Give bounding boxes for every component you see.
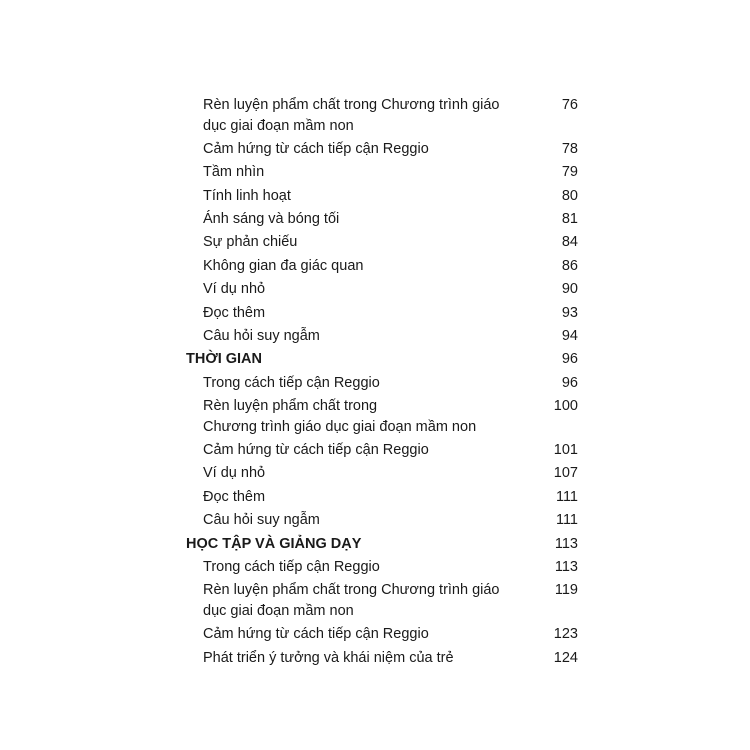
- toc-entry-title: Rèn luyện phẩm chất trong Chương trình giáo dục giai đoạn mầm non: [203, 97, 500, 134]
- toc-entry-title: Không gian đa giác quan: [203, 257, 364, 274]
- toc-entry-title: Rèn luyện phẩm chất trong Chương trình giáo dục giai đoạn mầm non: [203, 398, 477, 435]
- toc-section-heading: [186, 349, 578, 370]
- toc-page-number: 79: [561, 164, 578, 181]
- toc-page-number: 119: [554, 582, 578, 599]
- toc-entry-title: Câu hỏi suy ngẫm: [203, 512, 320, 529]
- toc-page-number: 123: [553, 626, 578, 643]
- toc-entry: [186, 209, 578, 230]
- toc-section-title: THỜI GIAN: [186, 351, 263, 368]
- toc-page-number: 81: [561, 211, 578, 228]
- toc-entry: [186, 326, 578, 347]
- toc-entry-title: Cảm hứng từ cách tiếp cận Reggio: [203, 442, 429, 459]
- toc-entry: [186, 279, 578, 300]
- toc-page-number: 93: [561, 304, 578, 321]
- toc-entry-title: Trong cách tiếp cận Reggio: [203, 559, 380, 576]
- toc-page-number: 90: [561, 281, 578, 298]
- toc-entry-title: Ví dụ nhỏ: [203, 465, 266, 482]
- toc-entry: [186, 95, 578, 136]
- table-of-contents: [186, 95, 578, 671]
- toc-entry: [186, 373, 578, 394]
- toc-entry: [186, 396, 578, 437]
- toc-section-heading: [186, 534, 578, 555]
- toc-page-number: 84: [561, 234, 578, 251]
- toc-entry: [186, 648, 578, 669]
- toc-page-number: 86: [561, 257, 578, 274]
- toc-entry-title: Rèn luyện phẩm chất trong Chương trình giáo dục giai đoạn mầm non: [203, 582, 500, 619]
- toc-entry: [186, 139, 578, 160]
- toc-entry: [186, 303, 578, 324]
- toc-entry-title: Sự phản chiếu: [203, 234, 298, 251]
- toc-entry: [186, 186, 578, 207]
- toc-entry: [186, 624, 578, 645]
- toc-entry-title: Ví dụ nhỏ: [203, 281, 266, 298]
- toc-entry-title: Trong cách tiếp cận Reggio: [203, 374, 380, 391]
- toc-section-title: HỌC TẬP VÀ GIẢNG DẠY: [186, 535, 362, 552]
- toc-page-number: 76: [561, 97, 578, 113]
- toc-page-number: 111: [555, 488, 578, 505]
- toc-entry-title: Phát triển ý tưởng và khái niệm của trẻ: [203, 649, 454, 666]
- toc-entry: [186, 162, 578, 183]
- toc-page-number: 96: [561, 374, 578, 391]
- toc-entry: [186, 487, 578, 508]
- toc-page-number: 113: [554, 559, 578, 576]
- toc-entry: [186, 232, 578, 253]
- toc-entry: [186, 510, 578, 531]
- toc-entry-title: Ánh sáng và bóng tối: [203, 211, 340, 228]
- toc-entry-title: Đọc thêm: [203, 304, 266, 321]
- toc-page-number: 113: [554, 535, 578, 552]
- toc-entry-title: Cảm hứng từ cách tiếp cận Reggio: [203, 626, 429, 643]
- toc-page-number: 111: [555, 512, 578, 529]
- toc-entry: [186, 557, 578, 578]
- toc-entry: [186, 256, 578, 277]
- toc-entry-title: Cảm hứng từ cách tiếp cận Reggio: [203, 140, 429, 157]
- toc-page-number: 80: [561, 187, 578, 204]
- toc-page-number: 100: [553, 398, 578, 415]
- toc-page-number: 101: [553, 442, 578, 459]
- toc-entry-title: Tầm nhìn: [203, 164, 265, 181]
- toc-entry: [186, 580, 578, 621]
- toc-entry-title: Đọc thêm: [203, 488, 266, 505]
- toc-entry-title: Câu hỏi suy ngẫm: [203, 328, 320, 345]
- toc-page-number: 94: [561, 328, 578, 345]
- toc-entry: [186, 463, 578, 484]
- toc-page-number: 124: [553, 649, 578, 666]
- toc-page-number: 107: [553, 465, 578, 482]
- toc-entry-title: Tính linh hoạt: [203, 187, 291, 204]
- toc-page-number: 78: [561, 140, 578, 157]
- toc-page-number: 96: [561, 351, 578, 368]
- toc-entry: [186, 440, 578, 461]
